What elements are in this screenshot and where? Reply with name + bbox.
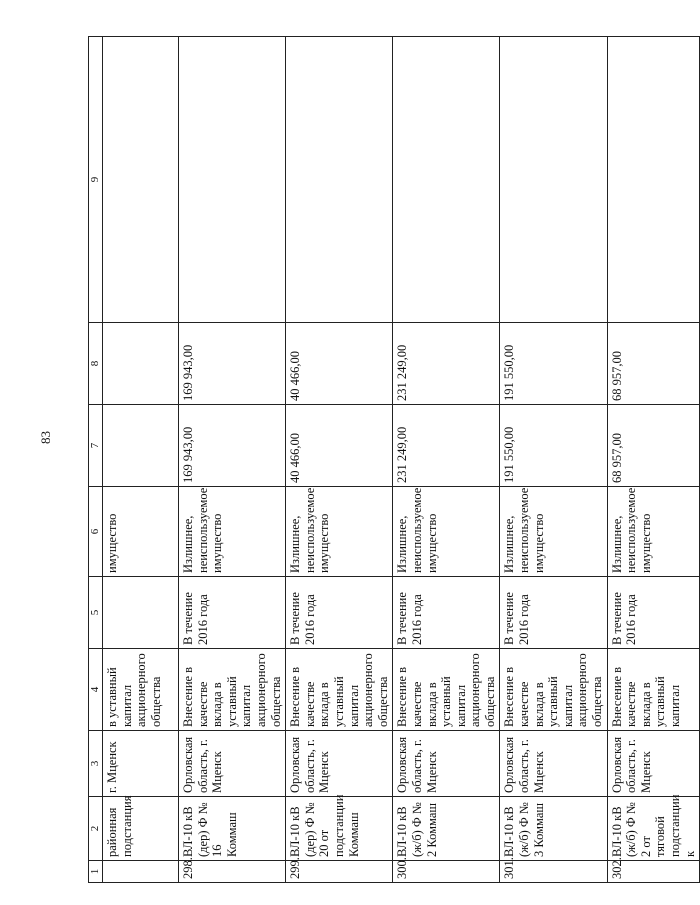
privatization-method-cell: Внесение в качестве вклада в уставный капитал акционерного общества xyxy=(393,649,500,731)
header-cell: 6 xyxy=(89,487,103,577)
header-row xyxy=(89,37,103,883)
privatization-method-cell: в уставный капитал акционерного общества xyxy=(103,649,179,731)
table-body xyxy=(89,37,700,883)
residual-value-cell: 191 550,00 xyxy=(500,323,607,405)
header-cell: 3 xyxy=(89,731,103,797)
row-number-cell: 300. xyxy=(393,861,500,883)
object-location-cell: Орловская область, г. Мценск xyxy=(179,731,286,797)
header-cell: 2 xyxy=(89,797,103,861)
residual-value-cell: 40 466,00 xyxy=(286,323,393,405)
object-location-cell: Орловская область, г. Мценск xyxy=(500,731,607,797)
object-name-cell: ВЛ-10 кВ (ж/б) Ф № 2 от тяговой подстанции к xyxy=(607,797,700,861)
object-location-cell: г. Мценск xyxy=(103,731,179,797)
object-name-cell: ВЛ-10 кВ (дер) Ф № 20 от подстанции Коммаш xyxy=(286,797,393,861)
object-name-cell: районная подстанция xyxy=(103,797,179,861)
privatization-term-cell: В течение 2016 года xyxy=(500,577,607,649)
table-row xyxy=(500,37,607,883)
object-location-cell: Орловская область, г. Мценск xyxy=(286,731,393,797)
reason-cell: Излишнее, неиспользуемое имущество xyxy=(286,487,393,577)
note-cell xyxy=(500,37,607,323)
page-number: 83 xyxy=(38,431,53,444)
book-value-cell: 191 550,00 xyxy=(500,405,607,487)
book-value-cell: 68 957,00 xyxy=(607,405,700,487)
reason-cell: Излишнее, неиспользуемое имущество xyxy=(607,487,700,577)
book-value-cell: 169 943,00 xyxy=(179,405,286,487)
table-row xyxy=(393,37,500,883)
table-row xyxy=(607,37,700,883)
residual-value-cell: 231 249,00 xyxy=(393,323,500,405)
privatization-term-cell xyxy=(103,577,179,649)
note-cell xyxy=(103,37,179,323)
residual-value-cell: 68 957,00 xyxy=(607,323,700,405)
reason-cell: Излишнее, неиспользуемое имущество xyxy=(500,487,607,577)
book-value-cell: 40 466,00 xyxy=(286,405,393,487)
row-number-cell: 298. xyxy=(179,861,286,883)
privatization-term-cell: В течение 2016 года xyxy=(607,577,700,649)
row-number-cell: 299. xyxy=(286,861,393,883)
row-number-cell xyxy=(103,861,179,883)
object-name-cell: ВЛ-10 кВ (ж/б) Ф № 2 Коммаш xyxy=(393,797,500,861)
header-cell: 5 xyxy=(89,577,103,649)
header-cell: 7 xyxy=(89,405,103,487)
object-name-cell: ВЛ-10 кВ (ж/б) Ф № 3 Коммаш xyxy=(500,797,607,861)
residual-value-cell xyxy=(103,323,179,405)
header-cell: 8 xyxy=(89,323,103,405)
reason-cell: имущество xyxy=(103,487,179,577)
note-cell xyxy=(286,37,393,323)
note-cell xyxy=(179,37,286,323)
rotated-table-wrapper xyxy=(88,37,697,883)
property-table xyxy=(88,36,700,883)
header-cell: 9 xyxy=(89,37,103,323)
note-cell xyxy=(393,37,500,323)
privatization-method-cell: Внесение в качестве вклада в уставный капитал xyxy=(607,649,700,731)
object-location-cell: Орловская область, г. Мценск xyxy=(393,731,500,797)
book-value-cell: 231 249,00 xyxy=(393,405,500,487)
privatization-method-cell: Внесение в качестве вклада в уставный капитал акционерного общества xyxy=(286,649,393,731)
reason-cell: Излишнее, неиспользуемое имущество xyxy=(179,487,286,577)
object-name-cell: ВЛ-10 кВ (дер) Ф № 16 Коммаш xyxy=(179,797,286,861)
privatization-method-cell: Внесение в качестве вклада в уставный капитал акционерного общества xyxy=(500,649,607,731)
privatization-method-cell: Внесение в качестве вклада в уставный капитал акционерного общества xyxy=(179,649,286,731)
row-number-cell: 301. xyxy=(500,861,607,883)
book-value-cell xyxy=(103,405,179,487)
privatization-term-cell: В течение 2016 года xyxy=(393,577,500,649)
privatization-term-cell: В течение 2016 года xyxy=(179,577,286,649)
table-row xyxy=(103,37,179,883)
residual-value-cell: 169 943,00 xyxy=(179,323,286,405)
header-cell: 1 xyxy=(89,861,103,883)
reason-cell: Излишнее, неиспользуемое имущество xyxy=(393,487,500,577)
object-location-cell: Орловская область, г. Мценск xyxy=(607,731,700,797)
note-cell xyxy=(607,37,700,323)
row-number-cell: 302. xyxy=(607,861,700,883)
privatization-term-cell: В течение 2016 года xyxy=(286,577,393,649)
table-row xyxy=(179,37,286,883)
header-cell: 4 xyxy=(89,649,103,731)
table-row xyxy=(286,37,393,883)
